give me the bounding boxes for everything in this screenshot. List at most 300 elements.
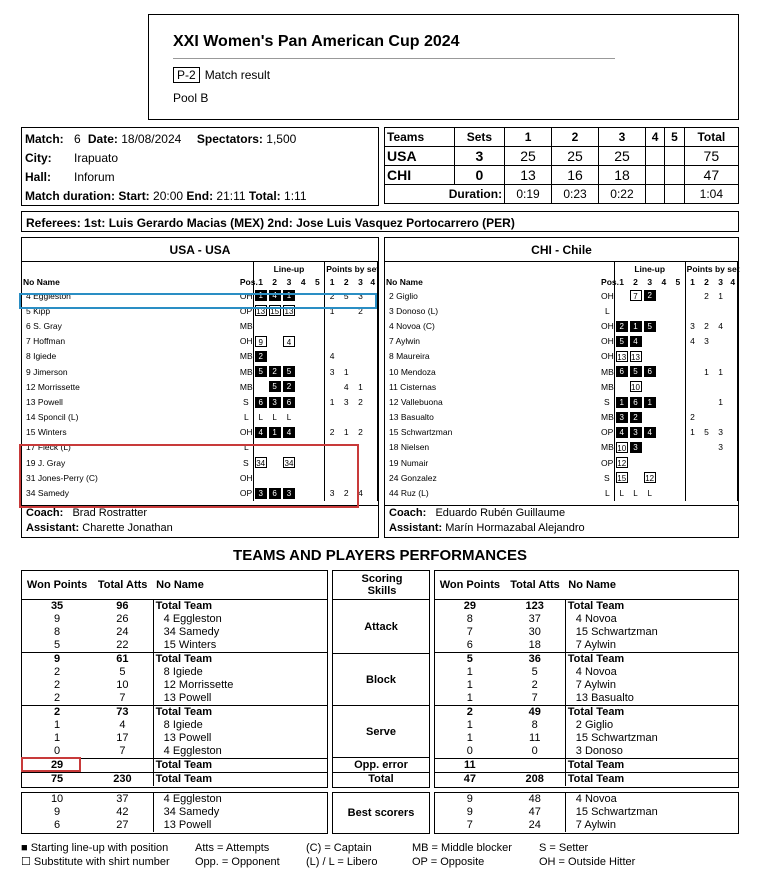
lineup-cell: [310, 425, 324, 440]
player-name: 19 Numair: [389, 457, 429, 468]
lineup-cell: [282, 334, 296, 349]
lineup-cell: [253, 349, 267, 364]
best-scorer-row: [22, 793, 327, 806]
total-attempts: 17: [116, 731, 129, 744]
player-position: OP: [239, 305, 253, 316]
player-name: 8 Igiede: [153, 666, 327, 679]
coach-name-usa: Brad Rostratter: [72, 507, 148, 519]
player-name: 7 Hoffman: [26, 336, 66, 347]
lineup-cell: [614, 394, 628, 409]
won-points: 2: [435, 705, 505, 719]
points-cell: [339, 349, 353, 364]
lineup-cell: [310, 318, 324, 333]
city-value: Irapuato: [73, 150, 119, 165]
points-cell: [714, 379, 728, 394]
lineup-cell: [643, 485, 657, 500]
player-position: OH: [601, 351, 614, 362]
points-cell: [325, 334, 339, 349]
won-points: 0: [54, 744, 61, 757]
starting-position-box: 2: [255, 351, 267, 362]
total-attempts: 61: [92, 652, 153, 666]
points-cell: 1: [325, 394, 339, 409]
player-row: [385, 318, 738, 333]
points-cell: [353, 318, 367, 333]
lineup-cell: [671, 379, 685, 394]
won-points: 1: [466, 718, 473, 731]
player-name: 34 Samedy: [153, 626, 327, 639]
total-attempts: 11: [529, 731, 541, 744]
roster-column-header: [385, 275, 738, 288]
skill-total-row: [22, 652, 327, 666]
total-attempts: 5: [531, 665, 538, 678]
player-name: 7 Aylwin: [565, 819, 738, 832]
scoreboard-cell: 13: [505, 166, 552, 185]
highlight-substitutes-rows: [19, 444, 359, 508]
points-cell: 2: [358, 427, 363, 438]
player-name: 3 Donoso: [565, 745, 738, 759]
legend-captain: (C) = Captain: [306, 842, 372, 854]
starting-position-box: 6: [269, 488, 281, 499]
lineup-cell: [614, 455, 628, 470]
total-attempts: 24: [528, 819, 541, 831]
points-cell: [699, 394, 713, 409]
starting-position-box: 3: [630, 442, 642, 453]
scoreboard-cell: 25: [552, 147, 599, 166]
lineup-cell: [282, 349, 296, 364]
points-cell: [728, 394, 738, 409]
player-name: 4 Eggleston: [26, 290, 71, 301]
row-label: Total Team: [153, 772, 327, 786]
substitute-number-box: 7: [630, 290, 642, 301]
points-cell: 2: [343, 488, 349, 499]
points-cell: [353, 364, 367, 379]
substitute-number-box: 4: [283, 336, 295, 347]
total-attempts: 7: [119, 691, 126, 704]
lineup-cell: [614, 440, 628, 455]
points-cell: 1: [718, 396, 723, 407]
starting-position-box: 5: [283, 366, 295, 377]
points-cell: [699, 470, 713, 485]
perf-usa-table: [22, 571, 327, 786]
player-name: 18 Nielsen: [389, 442, 430, 453]
points-cell: [728, 288, 738, 303]
skill-total-row: [435, 599, 738, 613]
player-position: MB: [239, 381, 253, 392]
player-skill-row: [435, 679, 738, 692]
player-name: 6 S. Gray: [26, 320, 62, 331]
total-row: [435, 772, 738, 786]
player-skill-row: [22, 732, 327, 745]
points-cell: [714, 334, 728, 349]
lineup-cell: [310, 410, 324, 425]
points-cell: 3: [704, 336, 709, 347]
duration-cell: [665, 185, 684, 204]
substitute-number-box: 13: [284, 307, 294, 317]
player-name: 7 Aylwin: [389, 336, 421, 347]
points-cell: 4: [685, 334, 699, 349]
scoreboard-cell: [665, 147, 684, 166]
skill-total-row: [22, 705, 327, 719]
substitute-number-box: 9: [255, 336, 267, 347]
skill-total-row: [435, 652, 738, 666]
points-cell: [728, 470, 738, 485]
lineup-cell: [657, 349, 671, 364]
scoreboard-header-cell: Sets: [454, 128, 504, 147]
points-cell: [728, 303, 738, 318]
points-cell: [685, 470, 699, 485]
end-label: End:: [186, 188, 214, 203]
player-skill-row: [435, 639, 738, 653]
lineup-cell: [671, 288, 685, 303]
scoreboard-cell: [645, 147, 664, 166]
lineup-cell: [267, 318, 281, 333]
total-attempts: 208: [505, 772, 566, 786]
lineup-cell: [296, 364, 310, 379]
points-cell: 3: [685, 318, 699, 333]
total-attempts: 2: [531, 678, 538, 691]
points-cell: [699, 410, 713, 425]
lineup-set-header: 1: [614, 275, 628, 288]
lineup-cell: [310, 394, 324, 409]
assistant-name-usa: Charette Jonathan: [82, 522, 173, 534]
player-name: 19 J. Gray: [26, 457, 66, 468]
player-skill-row: [22, 745, 327, 759]
lineup-cell: [267, 425, 281, 440]
total-attempts: 5: [119, 665, 126, 678]
won-points: 5: [54, 638, 61, 651]
points-set-header: 4: [370, 276, 376, 287]
player-name: 12 Morrissette: [153, 679, 327, 692]
player-name: 13 Powell: [153, 732, 327, 745]
points-cell: [728, 334, 738, 349]
lineup-cell: [671, 303, 685, 318]
lineup-cell: [671, 318, 685, 333]
scoreboard-header-cell: 4: [645, 128, 664, 147]
lineup-cell: [643, 364, 657, 379]
points-cell: [368, 440, 378, 455]
points-cell: [699, 379, 713, 394]
skill-label-opp-error: Opp. error: [354, 759, 408, 771]
player-row: [385, 485, 738, 500]
starting-position-box: 5: [630, 366, 642, 377]
won-points: 9: [466, 793, 473, 805]
lineup-cell: [296, 318, 310, 333]
won-points: 9: [466, 806, 473, 818]
player-name: 8 Igiede: [26, 351, 57, 362]
total-attempts: 8: [531, 718, 538, 731]
lineup-cell: [296, 379, 310, 394]
no-name-header: No Name: [153, 571, 327, 599]
scoring-skills-header: Scoring Skills: [361, 573, 403, 597]
points-cell: [339, 318, 353, 333]
won-points: 35: [50, 599, 64, 612]
points-cell: 3: [358, 290, 363, 301]
player-row: [385, 455, 738, 470]
won-points: 7: [466, 819, 473, 831]
lineup-cell: [657, 288, 671, 303]
player-row: [385, 410, 738, 425]
lineup-cell: [253, 425, 267, 440]
lineup-cell: [282, 410, 296, 425]
points-cell: 4: [325, 349, 339, 364]
won-points: 6: [466, 638, 473, 651]
best-usa-box: [21, 792, 328, 834]
points-cell: [685, 303, 699, 318]
lineup-cell: [253, 318, 267, 333]
assistant-label: Assistant:: [389, 522, 443, 534]
lineup-cell: [657, 410, 671, 425]
scoreboard-cell: 75: [684, 147, 738, 166]
points-set-header: 2: [704, 276, 709, 287]
player-position: OH: [601, 320, 614, 331]
skill-total-row: [22, 599, 327, 613]
lineup-cell: [628, 379, 642, 394]
scoreboard-header-cell: 3: [599, 128, 646, 147]
player-name: 13 Powell: [153, 692, 327, 706]
player-position: MB: [601, 412, 614, 423]
lineup-cell: [671, 364, 685, 379]
total-attempts: 10: [116, 678, 129, 691]
legend-libero: (L) / L = Libero: [306, 856, 378, 868]
total-atts-header: Total Atts: [92, 571, 153, 599]
won-points: 2: [22, 705, 92, 719]
perf-header-row: [22, 571, 327, 599]
duration-cell: 1:04: [684, 185, 738, 204]
points-cell: [714, 349, 728, 364]
player-position: OH: [239, 290, 253, 301]
lineup-cell: [296, 425, 310, 440]
points-cell: 3: [343, 396, 349, 407]
won-points-header: Won Points: [435, 571, 505, 599]
player-row: [385, 425, 738, 440]
team-name-usa: USA - USA: [22, 238, 378, 262]
player-position: OP: [239, 488, 253, 499]
total-time-label: Total:: [248, 188, 281, 203]
total-attempts: 0: [531, 744, 538, 757]
lineup-cell: [628, 364, 642, 379]
total-row: [22, 772, 327, 786]
spectators-value: 1,500: [266, 131, 297, 146]
won-points: 1: [466, 731, 473, 744]
perf-header-row: [435, 571, 738, 599]
scoreboard-cell: 0: [454, 166, 504, 185]
player-position: S: [604, 472, 610, 483]
player-name: 4 Novoa (C): [389, 320, 435, 331]
points-cell: [685, 455, 699, 470]
points-cell: 5: [704, 427, 709, 438]
points-cell: [685, 364, 699, 379]
player-position: L: [243, 442, 249, 453]
lineup-cell: [671, 485, 685, 500]
total-attempts: 30: [528, 625, 541, 638]
lineup-cell: [267, 349, 281, 364]
player-row: [22, 364, 378, 379]
best-chi-box: [434, 792, 739, 834]
total-attempts: [505, 758, 566, 772]
substitute-number-box: 12: [617, 459, 627, 469]
lineup-cell: [628, 349, 642, 364]
date-label: Date:: [87, 131, 118, 146]
legend-oh: OH = Outside Hitter: [539, 856, 636, 868]
player-name: 15 Schwartzman: [565, 626, 738, 639]
player-position: L: [604, 305, 610, 316]
player-row: [385, 379, 738, 394]
player-skill-row: [22, 679, 327, 692]
lineup-cell: [614, 485, 628, 500]
lineup-cell: [614, 364, 628, 379]
points-cell: 3: [718, 427, 723, 438]
total-attempts: [92, 758, 153, 772]
player-position: MB: [239, 320, 253, 331]
points-cell: [728, 379, 738, 394]
points-set-header: 4: [730, 276, 736, 287]
lineup-set-header: 2: [272, 276, 277, 287]
lineup-cell: [643, 334, 657, 349]
points-header: Points by set: [326, 263, 380, 274]
match-date: 18/08/2024: [121, 131, 182, 146]
match-label: Match:: [25, 131, 64, 146]
won-points: 2: [54, 691, 61, 704]
player-name: 4 Novoa: [565, 613, 738, 626]
won-points: 29: [22, 758, 92, 772]
player-name: 12 Vallebuona: [389, 396, 443, 407]
lineup-cell: [267, 394, 281, 409]
skill-label-serve: Serve: [366, 726, 396, 738]
lineup-cell: [310, 349, 324, 364]
player-row: [385, 334, 738, 349]
player-row: [385, 394, 738, 409]
lineup-set-header: 5: [314, 276, 320, 287]
lineup-cell: [614, 410, 628, 425]
scoreboard-header-cell: Total: [684, 128, 738, 147]
libero-mark: L: [619, 488, 624, 498]
perf-skills-box: [332, 570, 430, 788]
points-cell: [339, 410, 353, 425]
lineup-cell: [614, 318, 628, 333]
highlight-eggleston-row: [19, 293, 377, 309]
player-name: 31 Jones-Perry (C): [26, 472, 98, 483]
player-name: 17 Fleck (L): [26, 442, 71, 453]
lineup-cell: [282, 394, 296, 409]
points-cell: [685, 485, 699, 500]
substitute-number-box: 10: [617, 444, 627, 454]
player-name: 8 Igiede: [153, 719, 327, 732]
player-name: 4 Eggleston: [153, 613, 327, 626]
duration-cell: 0:22: [599, 185, 646, 204]
player-row: [385, 349, 738, 364]
total-time: 1:11: [284, 188, 307, 203]
total-attempts: 22: [116, 638, 129, 651]
best-scorers-chi: [435, 793, 738, 832]
player-name: 4 Novoa: [565, 793, 738, 806]
lineup-cell: [643, 425, 657, 440]
legend-setter: S = Setter: [539, 842, 589, 854]
lineup-cell: [628, 394, 642, 409]
starting-position-box: 4: [644, 427, 656, 438]
substitute-number-box: 13: [617, 352, 627, 362]
skill-label-block: Block: [366, 674, 396, 686]
player-position: MB: [601, 442, 614, 453]
points-cell: [728, 425, 738, 440]
points-cell: [714, 303, 728, 318]
legend-col3: [306, 841, 377, 869]
legend-starting: ■ Starting line-up with position: [21, 842, 169, 854]
player-row: [22, 394, 378, 409]
points-cell: [714, 455, 728, 470]
player-name: 3 Donoso (L): [389, 305, 439, 316]
header-divider: [173, 58, 615, 59]
player-name: Total Team: [153, 705, 327, 719]
substitute-number-box: 10: [631, 383, 640, 393]
points-cell: [368, 334, 378, 349]
total-attempts: 48: [528, 793, 541, 805]
substitute-number-box: 15: [617, 474, 627, 484]
spectators-label: Spectators:: [196, 131, 263, 146]
points-cell: [714, 470, 728, 485]
player-skill-row: [435, 626, 738, 639]
lineup-set-header: 1: [253, 275, 267, 288]
won-points: 1: [466, 678, 473, 691]
lineup-cell: [628, 303, 642, 318]
player-skill-row: [22, 666, 327, 679]
substitute-number-box: 34: [284, 459, 294, 469]
lineup-cell: [657, 455, 671, 470]
substitute-number-box: 12: [645, 474, 655, 484]
points-cell: [353, 349, 367, 364]
lineup-header: Line-up: [253, 262, 325, 275]
won-points: 9: [22, 652, 92, 666]
libero-mark: L: [258, 412, 263, 422]
player-position: L: [243, 412, 249, 423]
duration-cell: 0:23: [552, 185, 599, 204]
scoreboard-cell: 47: [684, 166, 738, 185]
lineup-cell: [282, 318, 296, 333]
points-cell: [685, 440, 699, 455]
points-set-header: 1: [325, 275, 339, 288]
player-skill-row: [435, 666, 738, 679]
row-label: Total Team: [565, 758, 738, 772]
lineup-cell: [657, 485, 671, 500]
points-cell: [368, 349, 378, 364]
starting-position-box: 1: [644, 397, 656, 408]
starting-position-box: 6: [630, 397, 642, 408]
total-attempts: 37: [528, 612, 541, 625]
points-cell: 3: [325, 485, 339, 500]
won-points: 5: [435, 652, 505, 666]
duration-label: Match duration:: [25, 188, 115, 203]
player-row: [22, 410, 378, 425]
lineup-cell: [282, 425, 296, 440]
points-cell: [368, 394, 378, 409]
starting-position-box: 1: [269, 427, 281, 438]
start-label: Start:: [118, 188, 150, 203]
substitute-number-box: 13: [631, 352, 640, 362]
points-cell: 2: [704, 320, 709, 331]
points-cell: [339, 334, 353, 349]
scoreboard-team-row: [385, 166, 739, 185]
lineup-cell: [643, 394, 657, 409]
player-name: Total Team: [565, 599, 738, 613]
starting-position-box: 1: [283, 290, 295, 301]
hall-label: Hall:: [25, 169, 52, 184]
legend-col4: [412, 841, 512, 869]
legend-substitute: ☐ Substitute with shirt number: [21, 856, 170, 868]
points-set-header: 2: [343, 276, 349, 287]
starting-position-box: 3: [630, 427, 642, 438]
points-header: Points by set: [686, 263, 740, 274]
scoreboard-cell: CHI: [385, 166, 455, 185]
total-attempts: 24: [116, 625, 129, 638]
